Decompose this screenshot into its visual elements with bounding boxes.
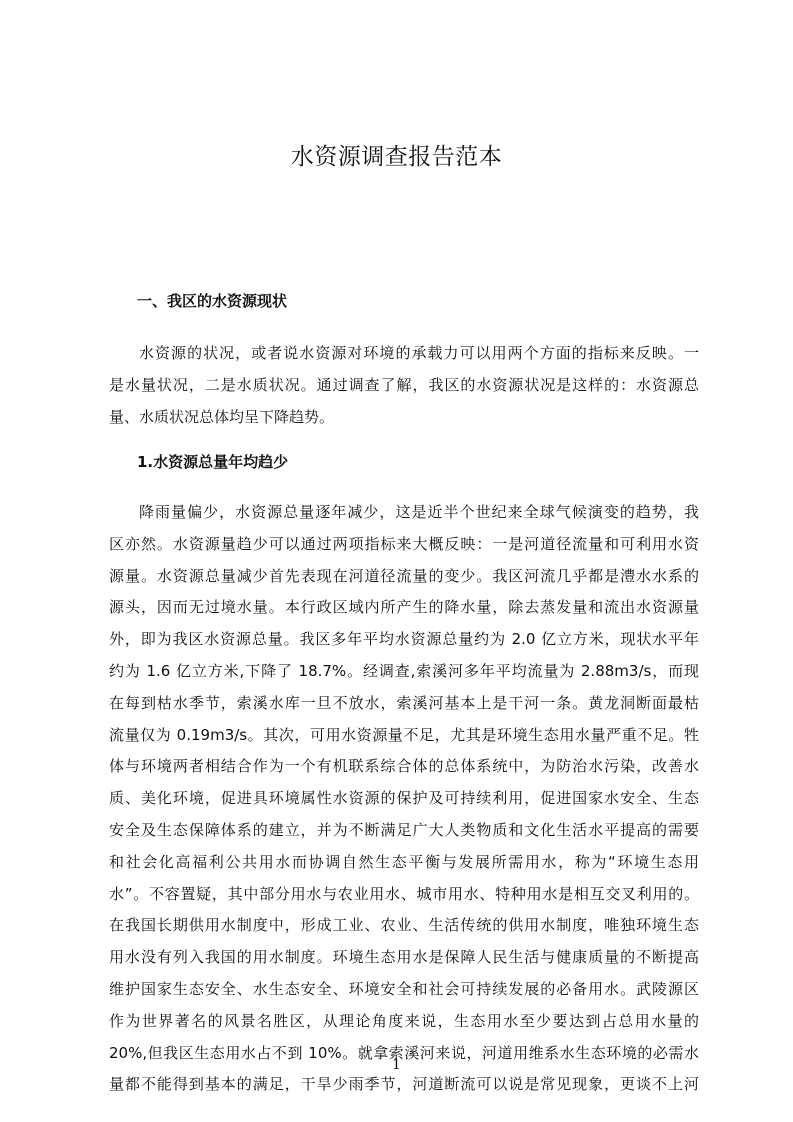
paragraph-line: 区亦然。水资源量趋少可以通过两项指标来大概反映：一是河道径流量和可利用水资: [109, 534, 699, 553]
paragraph-line: 体与环境两者相结合作为一个有机联系综合体的总体系统中，为防治水污染，改善水: [109, 757, 699, 776]
paragraph-line: 在我国长期供用水制度中，形成工业、农业、生活传统的供用水制度，唯独环境生态: [109, 916, 699, 935]
page-number: 1: [392, 1057, 401, 1073]
paragraph-line: 维护国家生态安全、水生态安全、环境安全和社会可持续发展的必备用水。武陵源区: [109, 979, 699, 998]
paragraph-line: 约为 1.6 亿立方米,下降了 18.7%。经调查,索溪河多年平均流量为 2.88m3/s，而现: [109, 661, 699, 680]
paragraph-line: 外，即为我区水资源总量。我区多年平均水资源总量约为 2.0 亿立方米，现状水平年: [109, 630, 699, 649]
subsection-heading: 1.水资源总量年均趋少: [137, 453, 289, 471]
paragraph-line: 在每到枯水季节，索溪水库一旦不放水，索溪河基本上是干河一条。黄龙洞断面最枯: [109, 693, 699, 712]
paragraph-line: 是水量状况，二是水质状况。通过调查了解，我区的水资源状况是这样的：水资源总: [109, 375, 699, 394]
paragraph-line: 20%,但我区生态用水占不到 10%。就拿索溪河来说，河道用维系水生态环境的必需水: [109, 1043, 699, 1062]
page-title: 水资源调查报告范本: [290, 144, 503, 170]
paragraph-line: 流量仅为 0.19m3/s。其次，可用水资源量不足，尤其是环境生态用水量严重不足。牲: [109, 725, 699, 744]
paragraph-line: 安全及生态保障体系的建立，并为不断满足广大人类物质和文化生活水平提高的需要: [109, 820, 699, 839]
paragraph-line: 水”。不容置疑，其中部分用水与农业用水、城市用水、特种用水是相互交叉利用的。: [109, 884, 699, 903]
paragraph-line: 作为世界著名的风景名胜区，从理论角度来说，生态用水至少要达到占总用水量的: [109, 1011, 699, 1030]
paragraph-line: 源头，因而无过境水量。本行政区域内所产生的降水量，除去蒸发量和流出水资源量: [109, 598, 699, 617]
paragraph-line: 水资源的状况，或者说水资源对环境的承载力可以用两个方面的指标来反映。一: [139, 344, 699, 362]
paragraph-line: 和社会化高福利公共用水而协调自然生态平衡与发展所需用水，称为“环境生态用: [109, 852, 699, 871]
paragraph-line: 质、美化环境，促进具环境属性水资源的保护及可持续利用，促进国家水安全、生态: [109, 789, 699, 808]
intro-paragraph: [109, 338, 699, 433]
body-paragraph: [109, 497, 699, 1101]
paragraph-line: 降雨量偏少，水资源总量逐年减少，这是近半个世纪来全球气候演变的趋势，我: [139, 503, 699, 521]
section-heading: 一、我区的水资源现状: [137, 292, 288, 310]
paragraph-line: 用水没有列入我国的用水制度。环境生态用水是保障人民生活与健康质量的不断提高: [109, 948, 699, 967]
paragraph-line: 源量。水资源总量减少首先表现在河道径流量的变少。我区河流几乎都是澧水水系的: [109, 566, 699, 585]
paragraph-line: 量都不能得到基本的满足，干旱少雨季节，河道断流可以说是常见现象，更谈不上河: [109, 1075, 699, 1094]
paragraph-line: 量、水质状况总体均呈下降趋势。: [109, 407, 335, 426]
